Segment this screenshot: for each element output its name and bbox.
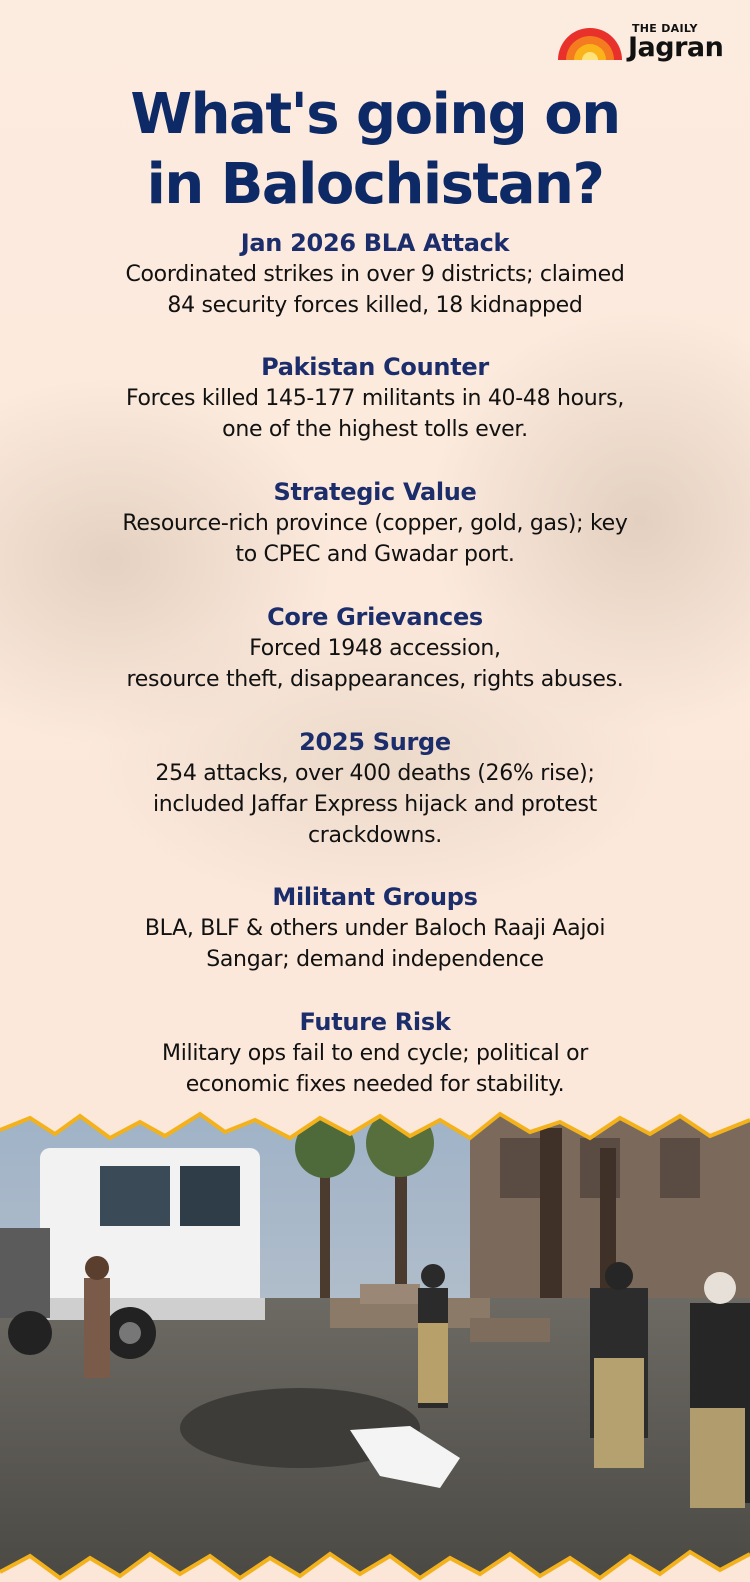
section-heading: Jan 2026 BLA Attack [240, 229, 510, 257]
section-body-line: to CPEC and Gwadar port. [235, 542, 515, 567]
title-line-2: in Balochistan? [146, 152, 604, 217]
section-core-grievances [40, 601, 710, 695]
logo-line-jagran: Jagran [628, 32, 724, 63]
section-body-line: BLA, BLF & others under Baloch Raaji Aajoi [144, 916, 606, 941]
section-body-line: Resource-rich province (copper, gold, gas); key [122, 511, 628, 536]
jagran-logo [556, 20, 724, 66]
section-jan-2026-bla-attack [40, 227, 710, 321]
section-body-line: Coordinated strikes in over 9 districts; claimed [125, 262, 625, 287]
section-heading: Core Grievances [267, 603, 483, 631]
section-heading: Strategic Value [273, 478, 477, 506]
section-future-risk [40, 1006, 710, 1100]
section-body-line: 84 security forces killed, 18 kidnapped [167, 293, 583, 318]
section-strategic-value [40, 476, 710, 570]
section-pakistan-counter [40, 351, 710, 445]
section-heading: Militant Groups [272, 883, 478, 911]
section-body-line: Forces killed 145-177 militants in 40-48 hours, [125, 386, 625, 411]
section-body-line: Military ops fail to end cycle; political or [162, 1041, 588, 1066]
attack-scene-photo [0, 1108, 750, 1582]
logo-line-the-daily: THE DAILY [632, 22, 698, 35]
section-body-line: economic fixes needed for stability. [185, 1072, 565, 1097]
section-2025-surge [40, 726, 710, 851]
section-heading: Pakistan Counter [261, 353, 489, 381]
section-heading: Future Risk [299, 1008, 451, 1036]
page-title [0, 80, 750, 220]
section-body-line: resource theft, disappearances, rights abuses. [126, 667, 624, 692]
section-militant-groups [40, 881, 710, 975]
section-body-line: crackdowns. [308, 823, 442, 848]
title-line-1: What's going on [130, 82, 620, 147]
section-body-line: included Jaffar Express hijack and protest [152, 792, 598, 817]
section-body-line: one of the highest tolls ever. [222, 417, 528, 442]
section-heading: 2025 Surge [299, 728, 451, 756]
section-body-line: Sangar; demand independence [206, 947, 544, 972]
section-body-line: Forced 1948 accession, [249, 636, 501, 661]
section-body-line: 254 attacks, over 400 deaths (26% rise); [155, 761, 595, 786]
sunrise-logo-icon [556, 24, 624, 60]
